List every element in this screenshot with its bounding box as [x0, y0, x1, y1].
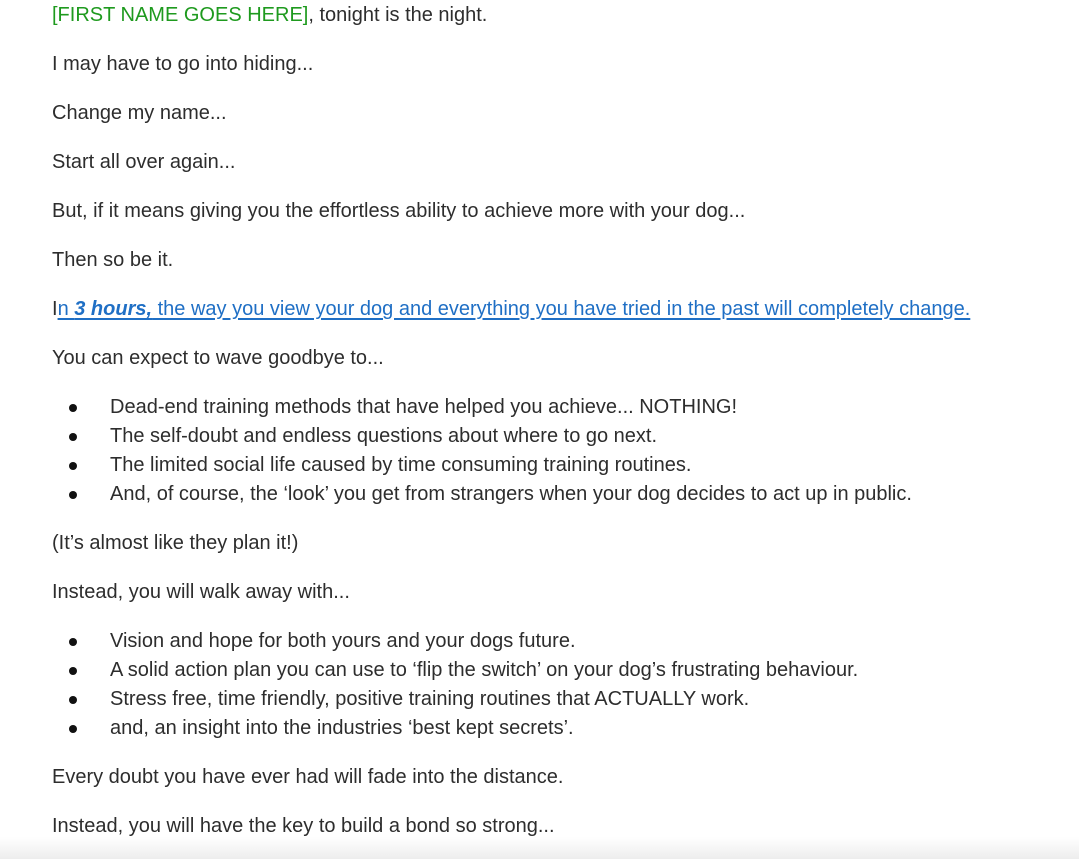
intro-line [52, 1, 1052, 30]
list-item: The limited social life caused by time consuming training routines. [52, 451, 1052, 480]
highlight-line [52, 295, 1052, 324]
walkaway-list [52, 627, 1052, 743]
highlight-emphasis: 3 hours, [74, 298, 153, 320]
closing-bond: Instead, you will have the key to build a bond so strong... [52, 815, 555, 837]
first-name-placeholder: [FIRST NAME GOES HERE] [52, 4, 309, 26]
highlight-lead: I [52, 298, 58, 320]
list-item: The self-doubt and endless questions about where to go next. [52, 422, 1052, 451]
line-change-name: Change my name... [52, 102, 227, 124]
list-item: And, of course, the ‘look’ you get from strangers when your dog decides to act up in public. [52, 480, 1052, 509]
list-item: Dead-end training methods that have helped you achieve... NOTHING! [52, 393, 1052, 422]
walkaway-intro: Instead, you will walk away with... [52, 581, 350, 603]
intro-text: , tonight is the night. [308, 4, 488, 26]
list-item: Stress free, time friendly, positive training routines that ACTUALLY work. [52, 685, 1052, 714]
highlight-linked-lead: n [57, 298, 75, 320]
list-item: and, an insight into the industries ‘best kept secrets’. [52, 714, 1052, 743]
list-item: A solid action plan you can use to ‘flip the switch’ on your dog’s frustrating behaviour. [52, 656, 1052, 685]
email-body [52, 1, 1052, 859]
line-start-over: Start all over again... [52, 151, 236, 173]
line-so-be-it: Then so be it. [52, 249, 174, 271]
aside-line: (It’s almost like they plan it!) [52, 532, 299, 554]
goodbye-list [52, 393, 1052, 509]
line-effortless-ability: But, if it means giving you the effortless ability to achieve more with your dog... [52, 200, 746, 222]
three-hours-link[interactable] [58, 298, 971, 320]
closing-doubt: Every doubt you have ever had will fade into the distance. [52, 766, 564, 788]
goodbye-intro: You can expect to wave goodbye to... [52, 347, 384, 369]
line-hiding: I may have to go into hiding... [52, 53, 314, 75]
bottom-fade [0, 837, 1079, 859]
list-item: Vision and hope for both yours and your dogs future. [52, 627, 1052, 656]
highlight-rest: the way you view your dog and everything you have tried in the past will completely change. [152, 298, 971, 320]
